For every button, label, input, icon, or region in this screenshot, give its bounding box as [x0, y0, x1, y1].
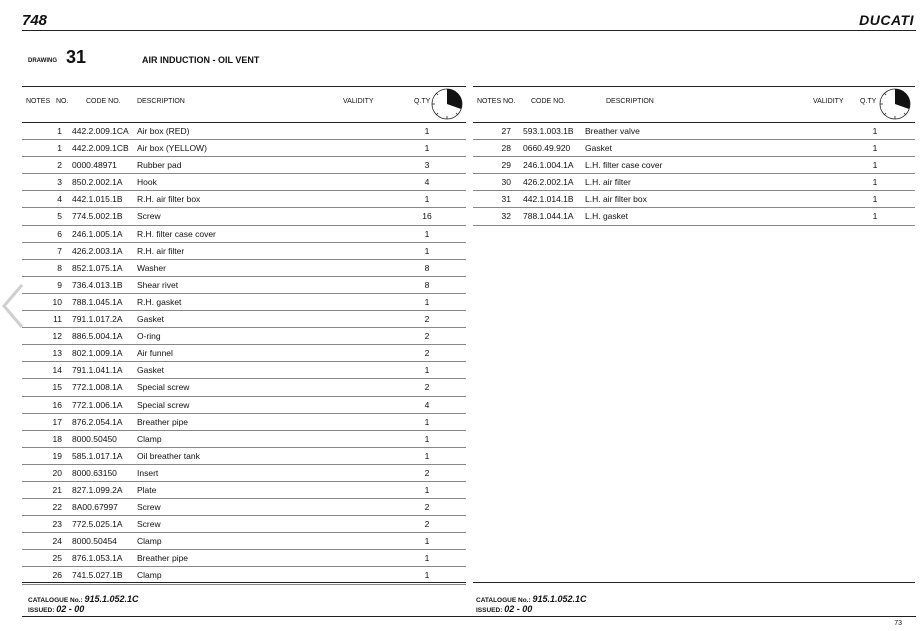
- part-description: Gasket: [585, 143, 612, 154]
- part-quantity: 1: [872, 126, 878, 136]
- part-code: 791.1.041.1A: [72, 365, 123, 376]
- col-no: NO.: [56, 98, 69, 105]
- table-row: [22, 277, 466, 294]
- parts-table-left: [22, 86, 466, 581]
- part-quantity: 4: [424, 399, 430, 410]
- part-quantity: 8: [424, 262, 430, 273]
- table-row: [22, 140, 466, 157]
- part-description: Breather pipe: [137, 553, 189, 564]
- part-quantity: 1: [424, 194, 430, 205]
- table-row: [473, 140, 915, 157]
- table-row: [22, 499, 466, 516]
- part-description: Rubber pad: [137, 160, 182, 171]
- part-quantity: 1: [872, 143, 878, 154]
- table-row: [22, 414, 466, 431]
- drawing-label: DRAWING: [28, 58, 57, 64]
- brand-logo: DUCATI: [859, 12, 914, 28]
- part-description: Shear rivet: [137, 279, 179, 290]
- part-description: Clamp: [137, 433, 162, 444]
- part-number: 1: [57, 126, 62, 136]
- table-row: [22, 226, 466, 243]
- part-quantity: 1: [424, 450, 430, 461]
- catalogue-info-left: [28, 594, 139, 614]
- part-quantity: 1: [424, 416, 430, 427]
- table-row: [22, 448, 466, 465]
- table-row: [22, 311, 466, 328]
- part-code: 0660.49.920: [523, 143, 571, 154]
- table-end-line-left: [22, 582, 466, 583]
- page-title: AIR INDUCTION - OIL VENT: [142, 55, 260, 65]
- table-row: [22, 397, 466, 414]
- part-code: 772.1.006.1A: [72, 399, 123, 410]
- table-row: [22, 482, 466, 499]
- part-code: 852.1.075.1A: [72, 262, 123, 273]
- part-quantity: 2: [424, 519, 430, 530]
- col-notes: NOTES: [477, 98, 502, 105]
- part-code: 0000.48971: [72, 160, 117, 171]
- part-code: 774.5.002.1B: [72, 211, 123, 222]
- part-number: 15: [52, 382, 62, 393]
- part-number: 18: [52, 433, 62, 444]
- part-description: Washer: [137, 262, 166, 273]
- part-description: Air funnel: [137, 348, 173, 359]
- part-code: 8A00.67997: [72, 502, 118, 513]
- catalogue-info-right: [476, 594, 587, 614]
- part-description: R.H. air filter box: [137, 194, 201, 205]
- part-number: 9: [57, 279, 62, 290]
- part-quantity: 1: [424, 570, 430, 581]
- table-row: [473, 123, 915, 140]
- part-quantity: 1: [872, 211, 878, 222]
- table-row: [22, 243, 466, 260]
- part-description: R.H. gasket: [137, 296, 182, 307]
- col-validity: VALIDITY: [343, 98, 374, 105]
- col-no: NO.: [503, 98, 516, 105]
- part-code: 442.2.009.1CB: [72, 143, 129, 154]
- part-description: Clamp: [137, 536, 162, 547]
- part-code: 585.1.017.1A: [72, 450, 123, 461]
- part-quantity: 1: [424, 553, 430, 564]
- model-name: 748: [22, 12, 48, 29]
- table-row: [22, 516, 466, 533]
- part-code: 593.1.003.1B: [523, 126, 574, 136]
- table-end-line-right: [473, 582, 915, 583]
- table-row: [22, 123, 466, 140]
- part-quantity: 2: [424, 502, 430, 513]
- part-description: Special screw: [137, 399, 190, 410]
- header-divider: [22, 30, 916, 31]
- part-code: 8000.63150: [72, 467, 117, 478]
- header-top-line: [22, 86, 466, 87]
- part-code: 827.1.099.2A: [72, 484, 123, 495]
- part-quantity: 1: [424, 296, 430, 307]
- part-description: L.H. gasket: [585, 211, 628, 222]
- part-description: Plate: [137, 484, 157, 495]
- part-description: Hook: [137, 177, 157, 188]
- issued-label: ISSUED:: [476, 607, 503, 614]
- part-description: Gasket: [137, 365, 164, 376]
- part-quantity: 1: [424, 228, 430, 239]
- table-body-right: [473, 123, 915, 226]
- part-code: 788.1.044.1A: [523, 211, 574, 222]
- part-code: 772.5.025.1A: [72, 519, 123, 530]
- part-quantity: 1: [424, 484, 430, 495]
- part-number: 22: [52, 502, 62, 513]
- pie-clock-icon: [878, 87, 912, 121]
- issued-value: 02 - 00: [504, 604, 533, 614]
- table-header: [473, 86, 915, 122]
- part-code: 8000.50454: [72, 536, 117, 547]
- part-number: 5: [57, 211, 62, 222]
- part-code: 791.1.017.2A: [72, 314, 123, 325]
- part-number: 6: [57, 228, 62, 239]
- part-description: Screw: [137, 502, 161, 513]
- part-quantity: 1: [872, 194, 878, 205]
- col-validity: VALIDITY: [813, 98, 844, 105]
- part-code: 876.1.053.1A: [72, 553, 123, 564]
- part-description: Screw: [137, 211, 161, 222]
- col-code: CODE NO.: [531, 98, 566, 105]
- catalogue-label: CATALOGUE No.:: [476, 597, 531, 604]
- part-description: Gasket: [137, 314, 164, 325]
- part-description: Air box (YELLOW): [137, 143, 207, 154]
- part-description: Breather pipe: [137, 416, 189, 427]
- part-quantity: 2: [424, 348, 430, 359]
- table-row: [22, 174, 466, 191]
- table-row: [473, 174, 915, 191]
- table-row: [22, 431, 466, 448]
- part-quantity: 2: [424, 314, 430, 325]
- part-quantity: 1: [424, 245, 430, 256]
- part-code: 246.1.004.1A: [523, 160, 574, 171]
- part-number: 8: [57, 262, 62, 273]
- part-number: 10: [52, 296, 62, 307]
- part-description: Air box (RED): [137, 126, 190, 136]
- part-number: 13: [52, 348, 62, 359]
- part-quantity: 1: [872, 177, 878, 188]
- part-number: 32: [501, 211, 511, 222]
- part-number: 19: [52, 450, 62, 461]
- table-row: [22, 362, 466, 379]
- table-row: [473, 157, 915, 174]
- table-row: [22, 379, 466, 396]
- part-quantity: 1: [424, 143, 430, 154]
- part-number: 16: [52, 399, 62, 410]
- part-quantity: 3: [424, 160, 430, 171]
- part-code: 442.1.014.1B: [523, 194, 574, 205]
- part-quantity: 1: [872, 160, 878, 171]
- table-row: [22, 157, 466, 174]
- part-code: 850.2.002.1A: [72, 177, 123, 188]
- part-description: Insert: [137, 467, 159, 478]
- part-number: 11: [53, 314, 62, 325]
- table-row: [22, 191, 466, 208]
- part-description: Clamp: [137, 570, 162, 581]
- footer-divider: [22, 616, 916, 617]
- col-notes: NOTES: [26, 98, 51, 105]
- part-description: O-ring: [137, 331, 161, 342]
- part-code: 426.2.002.1A: [523, 177, 574, 188]
- table-row: [22, 328, 466, 345]
- part-description: L.H. air filter: [585, 177, 631, 188]
- table-row: [22, 345, 466, 362]
- table-row: [22, 550, 466, 567]
- part-quantity: 1: [424, 365, 430, 376]
- table-row: [473, 191, 915, 208]
- part-number: 30: [501, 177, 511, 188]
- part-description: R.H. air filter: [137, 245, 185, 256]
- catalogue-number: 915.1.052.1C: [84, 594, 139, 604]
- part-number: 20: [52, 467, 62, 478]
- table-header: [22, 86, 466, 122]
- part-description: Breather valve: [585, 126, 640, 136]
- part-description: Oil breather tank: [137, 450, 200, 461]
- part-quantity: 2: [424, 382, 430, 393]
- pie-clock-icon: [430, 87, 464, 121]
- part-description: L.H. air filter box: [585, 194, 647, 205]
- part-number: 2: [57, 160, 62, 171]
- part-description: Screw: [137, 519, 161, 530]
- catalogue-number: 915.1.052.1C: [532, 594, 587, 604]
- part-number: 7: [57, 245, 62, 256]
- col-code: CODE NO.: [86, 98, 121, 105]
- table-body-left: [22, 123, 466, 585]
- table-row: [473, 208, 915, 225]
- part-quantity: 2: [424, 467, 430, 478]
- part-number: 4: [57, 194, 62, 205]
- table-row: [22, 533, 466, 550]
- part-code: 8000.50450: [72, 433, 117, 444]
- table-row: [22, 294, 466, 311]
- part-number: 3: [57, 177, 62, 188]
- part-quantity: 1: [424, 433, 430, 444]
- part-code: 442.2.009.1CA: [72, 126, 129, 136]
- part-number: 24: [52, 536, 62, 547]
- part-number: 26: [52, 570, 62, 581]
- part-number: 12: [52, 331, 62, 342]
- part-number: 17: [52, 416, 62, 427]
- catalogue-label: CATALOGUE No.:: [28, 597, 83, 604]
- part-code: 772.1.008.1A: [72, 382, 123, 393]
- table-row: [22, 208, 466, 225]
- issued-value: 02 - 00: [56, 604, 85, 614]
- part-code: 876.2.054.1A: [72, 416, 123, 427]
- part-number: 23: [52, 519, 62, 530]
- part-quantity: 4: [424, 177, 430, 188]
- part-number: 21: [52, 484, 62, 495]
- parts-table-right: [473, 86, 915, 222]
- header-top-line: [473, 86, 915, 87]
- part-code: 741.5.027.1B: [72, 570, 123, 581]
- part-number: 14: [52, 365, 62, 376]
- issued-label: ISSUED:: [28, 607, 55, 614]
- part-number: 29: [501, 160, 511, 171]
- part-quantity: 16: [422, 211, 432, 222]
- part-code: 886.5.004.1A: [72, 331, 123, 342]
- part-number: 25: [52, 553, 62, 564]
- col-qty: Q.TY: [414, 98, 431, 105]
- part-code: 426.2.003.1A: [72, 245, 123, 256]
- part-number: 28: [501, 143, 511, 154]
- part-quantity: 1: [424, 126, 430, 136]
- part-code: 788.1.045.1A: [72, 296, 123, 307]
- page-number: 73: [894, 620, 902, 627]
- col-description: DESCRIPTION: [137, 98, 185, 105]
- part-number: 31: [501, 194, 511, 205]
- part-description: R.H. filter case cover: [137, 228, 216, 239]
- part-quantity: 1: [424, 536, 430, 547]
- part-code: 442.1.015.1B: [72, 194, 123, 205]
- part-quantity: 2: [424, 331, 430, 342]
- part-quantity: 8: [424, 279, 430, 290]
- table-row: [22, 260, 466, 277]
- part-code: 736.4.013.1B: [72, 279, 123, 290]
- part-description: Special screw: [137, 382, 190, 393]
- col-qty: Q.TY: [860, 98, 877, 105]
- table-row: [22, 465, 466, 482]
- part-description: L.H. filter case cover: [585, 160, 663, 171]
- part-code: 246.1.005.1A: [72, 228, 123, 239]
- part-code: 802.1.009.1A: [72, 348, 123, 359]
- col-description: DESCRIPTION: [606, 98, 654, 105]
- chevron-left-icon[interactable]: [0, 283, 26, 329]
- drawing-number: 31: [66, 47, 87, 67]
- part-number: 1: [57, 143, 62, 154]
- part-number: 27: [501, 126, 511, 136]
